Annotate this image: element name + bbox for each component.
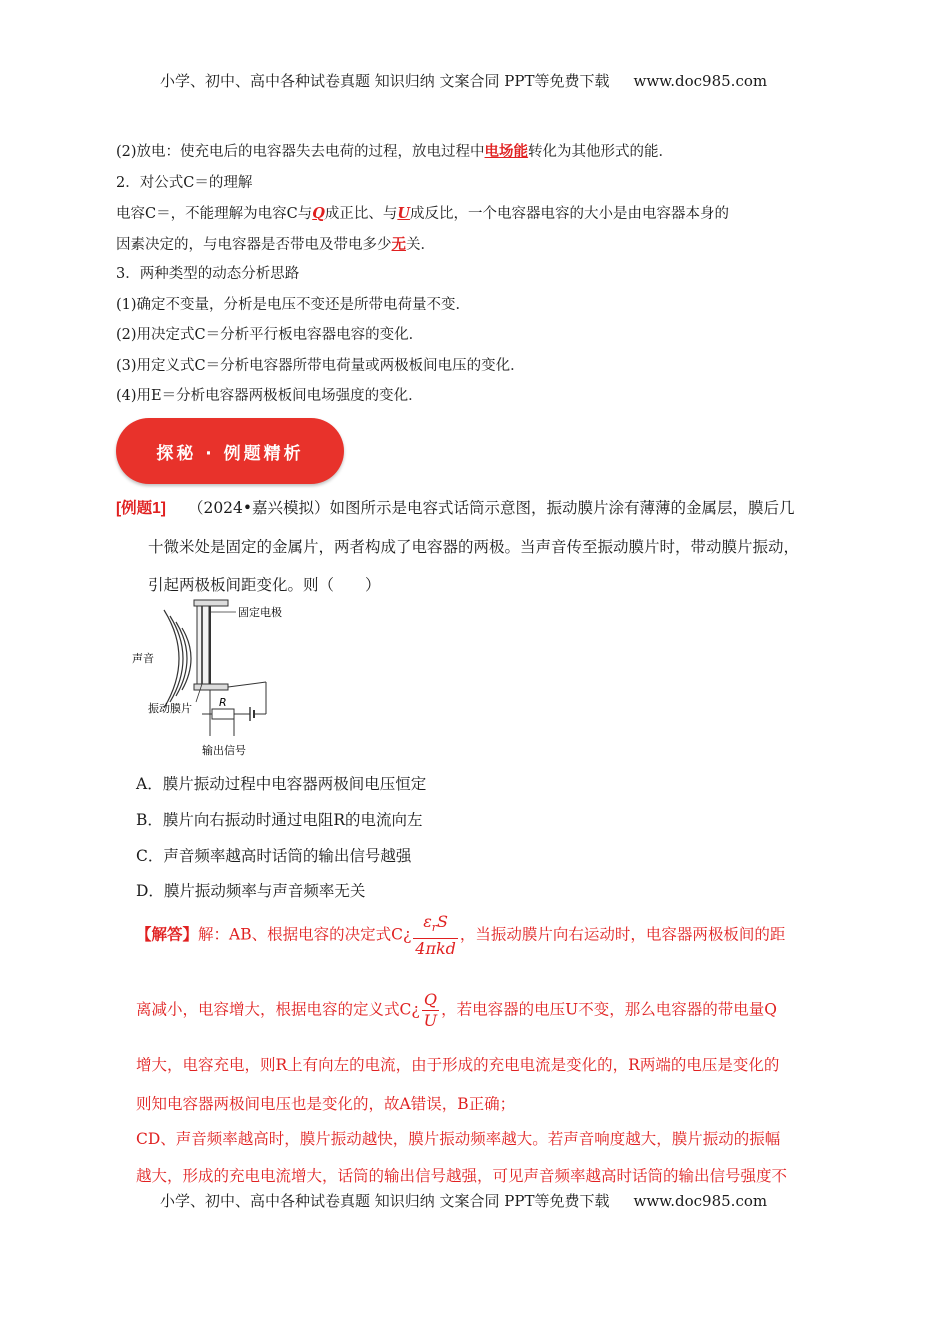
sec3-item-2: (2)用决定式C＝分析平行板电容器电容的变化． (116, 327, 424, 343)
sec2-title: 2．对公式C＝的理解 (116, 175, 253, 191)
sec2-line1-mid: 成正比、与 (324, 206, 398, 222)
sec3-item-3: (3)用定义式C＝分析电容器所带电荷量或两极板间电压的变化． (116, 358, 525, 374)
bottom-cap (194, 684, 228, 690)
sec3-item-1: (1)确定不变量，分析是电压不变还是所带电荷量不变． (116, 297, 471, 313)
microphone-diagram (130, 598, 300, 760)
section-banner (116, 418, 344, 484)
formula-capacitance-definition (422, 990, 439, 1031)
example-line2: 十微米处是固定的金属片，两者构成了电容器的两极。当声音传至振动膜片时，带动膜片振动， (148, 538, 800, 556)
frac2-num: Q (422, 990, 439, 1011)
sec2-line2-post: 关． (406, 237, 435, 253)
sec3-item-4: (4)用E＝分析电容器两极板间电场强度的变化． (116, 388, 423, 404)
answer-line6: 越大，形成的充电电流增大，话筒的输出信号越强，可见声音频率越高时话筒的输出信号强度不 (136, 1167, 788, 1185)
footer-text: 小学、初中、高中各种试卷真题 知识归纳 文案合同 PPT等免费下载 (160, 1192, 610, 1210)
formula-capacitance-decision (413, 912, 458, 959)
answer-l1-pre: 解：AB、根据电容的决定式C¿ (198, 925, 412, 944)
sec2-key-u: U (397, 205, 410, 222)
answer-line4: 则知电容器两极间电压也是变化的，故A错误，B正确； (136, 1095, 516, 1113)
sec2-line1-pre: 电容C＝，不能理解为电容C与 (116, 206, 313, 222)
option-c: C．声音频率越高时话筒的输出信号越强 (136, 847, 412, 865)
sec2-line1-post: 成反比，一个电容器电容的大小是由电容器本身的 (410, 206, 729, 222)
top-cap (194, 600, 228, 606)
page-header (160, 70, 767, 91)
example-text-1: （2024•嘉兴模拟）如图所示是电容式话筒示意图，振动膜片涂有薄薄的金属层，膜后几 (187, 499, 795, 517)
answer-l2-pre: 离减小，电容增大，根据电容的定义式C¿ (136, 1000, 420, 1019)
option-b: B．膜片向右振动时通过电阻R的电流向左 (136, 811, 423, 829)
sound-wave-3 (170, 616, 183, 702)
frac1-den: 4πkd (415, 939, 456, 959)
answer-l1-post: ，当振动膜片向右运动时，电容器两极板间的距 (459, 925, 786, 944)
capsule-frame (197, 604, 209, 688)
discharge-line (116, 142, 673, 162)
option-d: D．膜片振动频率与声音频率无关 (136, 882, 366, 900)
example-line3: 引起两极板间距变化。则（ ） (148, 576, 381, 594)
answer-line3: 增大，电容充电，则R上有向左的电流，由于形成的充电电流是变化的，R两端的电压是变化的 (136, 1056, 780, 1074)
answer-tag: 【解答】 (136, 924, 199, 944)
resistor-label: R (219, 696, 227, 709)
frac1-num: $\varepsilon_rS$ (413, 912, 458, 939)
discharge-key: 电场能 (484, 143, 529, 160)
answer-line1 (136, 912, 785, 959)
sound-label: 声音 (132, 652, 154, 665)
answer-l2-post: ，若电容器的电压U不变，那么电容器的带电量Q (441, 1000, 777, 1019)
sec2-line2 (116, 235, 435, 255)
frac2-den: U (423, 1011, 438, 1030)
wire-top (228, 682, 266, 687)
sec3-title: 3．两种类型的动态分析思路 (116, 266, 300, 282)
option-a: A．膜片振动过程中电容器两极间电压恒定 (136, 775, 427, 793)
banner-label: 探秘 · 例题精析 (156, 443, 304, 464)
header-text: 小学、初中、高中各种试卷真题 知识归纳 文案合同 PPT等免费下载 (160, 72, 610, 90)
discharge-pre: (2)放电：使充电后的电容器失去电荷的过程，放电过程中 (116, 144, 485, 160)
answer-line2 (136, 990, 777, 1031)
sound-wave-4 (164, 610, 179, 708)
answer-line5: CD、声音频率越高时，膜片振动越快，膜片振动频率越大。若声音响度越大，膜片振动的振幅 (136, 1130, 781, 1148)
sec2-key-q: Q (312, 205, 325, 222)
example-line1 (116, 497, 795, 520)
sec2-line1 (116, 204, 729, 224)
header-site: www.doc985.com (633, 72, 768, 90)
discharge-post: 转化为其他形式的能． (528, 144, 674, 160)
diaphragm-label: 振动膜片 (148, 702, 192, 715)
sec2-line2-pre: 因素决定的，与电容器是否带电及带电多少 (116, 237, 392, 253)
footer-site: www.doc985.com (633, 1192, 768, 1210)
example-tag: [例题1] (116, 500, 166, 517)
sec2-key-none: 无 (391, 236, 406, 253)
output-label: 输出信号 (202, 744, 246, 757)
fixed-electrode-label: 固定电极 (238, 606, 282, 619)
page-footer (160, 1190, 767, 1211)
resistor-r (212, 709, 234, 719)
